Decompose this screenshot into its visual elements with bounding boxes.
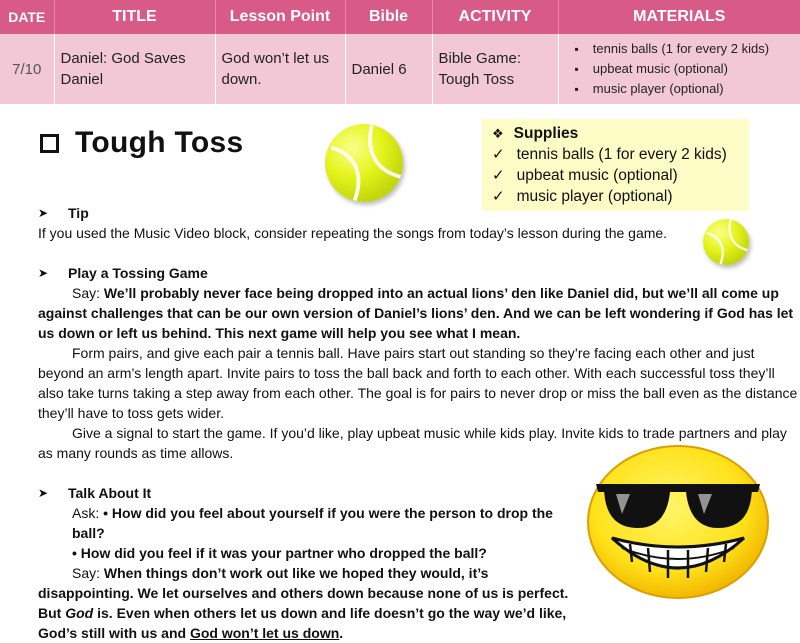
talk-say-underlined: God won’t let us down: [189, 625, 340, 641]
header-bible: Bible: [345, 0, 432, 34]
game-instructions-paragraph: Form pairs, and give each pair a tennis ball. Have pairs start out standing so they’re facing each other and just beyond an arm’s length apart. Invite pairs to toss the ball back and forth to each other. With each successful toss they’ll also take turns taking a step away from each other. The goal is for pairs to never drop or miss the ball even as the distance they’ll have to toss gets wider.: [38, 345, 798, 421]
header-lesson-point: Lesson Point: [215, 0, 345, 34]
table-header-row: [0, 0, 800, 34]
game-say-text: We’ll probably never face being dropped into an actual lions’ den like Daniel did, but we’ll all come up against challenges that can be our own version of Daniel’s lions’ den. And we can be left wondering if God has let us down or left us behind. This next game will help you see what I mean.: [38, 285, 794, 341]
supplies-box: [482, 119, 749, 211]
cell-bible: Daniel 6: [345, 34, 432, 104]
ask-label: Ask:: [72, 505, 104, 521]
tennis-ball-seam: [325, 124, 403, 202]
cell-activity: Bible Game: Tough Toss: [432, 34, 558, 104]
tennis-ball-icon: [325, 124, 403, 202]
tip-heading-text: Tip: [68, 205, 89, 221]
supply-item-text: music player (optional): [516, 188, 673, 205]
materials-item: ▪ upbeat music (optional): [575, 59, 795, 79]
talk-say-text-b: is. Even when others let us down and life doesn’t go the way we’d like, God’s still with us and: [38, 605, 567, 641]
materials-list: [565, 39, 795, 99]
materials-item: ▪ tennis balls (1 for every 2 kids): [575, 39, 795, 59]
supply-item-text: upbeat music (optional): [516, 167, 678, 184]
arrow-bullet-icon: ➤: [38, 486, 49, 500]
talk-say-text-a: When things don’t work out like we hoped they would, it’s disappointing. We let ourselves and others down because none of us is perfect. But: [38, 565, 569, 621]
tip-heading: [38, 203, 798, 223]
cell-title: Daniel: God Saves Daniel: [54, 34, 215, 104]
ask-question-2: • How did you feel if it was your partner who dropped the ball?: [72, 545, 487, 561]
cell-materials: [558, 34, 800, 104]
talk-say-paragraph: [38, 563, 583, 643]
supply-item: [492, 144, 749, 165]
arrow-bullet-icon: ➤: [38, 206, 49, 220]
checkbox-icon: [40, 134, 59, 153]
lesson-table: [0, 0, 800, 104]
sunglasses-smiley-icon: [582, 440, 774, 600]
game-heading-text: Play a Tossing Game: [68, 265, 208, 281]
header-title: TITLE: [54, 0, 215, 34]
checkmark-icon: ✓: [492, 146, 505, 163]
checkmark-icon: ✓: [492, 167, 505, 184]
arrow-bullet-icon: ➤: [38, 266, 49, 280]
diamond-bullet-icon: ❖: [492, 126, 504, 141]
title-row: [40, 126, 244, 160]
supplies-heading-text: Supplies: [513, 125, 579, 142]
tip-text: If you used the Music Video block, consider repeating the songs from today’s lesson during the game.: [38, 225, 668, 241]
page-title: Tough Toss: [75, 126, 244, 159]
cell-date: 7/10: [0, 34, 54, 104]
talk-heading-text: Talk About It: [68, 485, 152, 501]
talk-say-end: .: [339, 625, 344, 641]
header-date: DATE: [0, 0, 54, 34]
say-label: Say:: [72, 285, 104, 301]
header-materials: MATERIALS: [558, 0, 800, 34]
talk-say-god: God: [65, 605, 94, 621]
game-signal-paragraph: Give a signal to start the game. If you’d like, play upbeat music while kids play. Invite kids to trade partners and play as many rounds as time allows.: [38, 425, 787, 461]
ask-question-1: [38, 503, 583, 543]
supply-item: [492, 165, 749, 186]
supply-item-text: tennis balls (1 for every 2 kids): [516, 146, 727, 163]
talk-block: [38, 503, 583, 643]
say-label: Say:: [72, 565, 104, 581]
cell-lesson-point: God won’t let us down.: [215, 34, 345, 104]
header-activity: ACTIVITY: [432, 0, 558, 34]
table-row: [0, 34, 800, 104]
game-heading: [38, 263, 798, 283]
game-say-paragraph: [38, 283, 798, 343]
question-text: • How did you feel about yourself if you were the person to drop the ball?: [72, 505, 553, 541]
materials-item: ▪ music player (optional): [575, 79, 795, 99]
checkmark-icon: ✓: [492, 188, 505, 205]
supplies-heading: [492, 123, 749, 144]
